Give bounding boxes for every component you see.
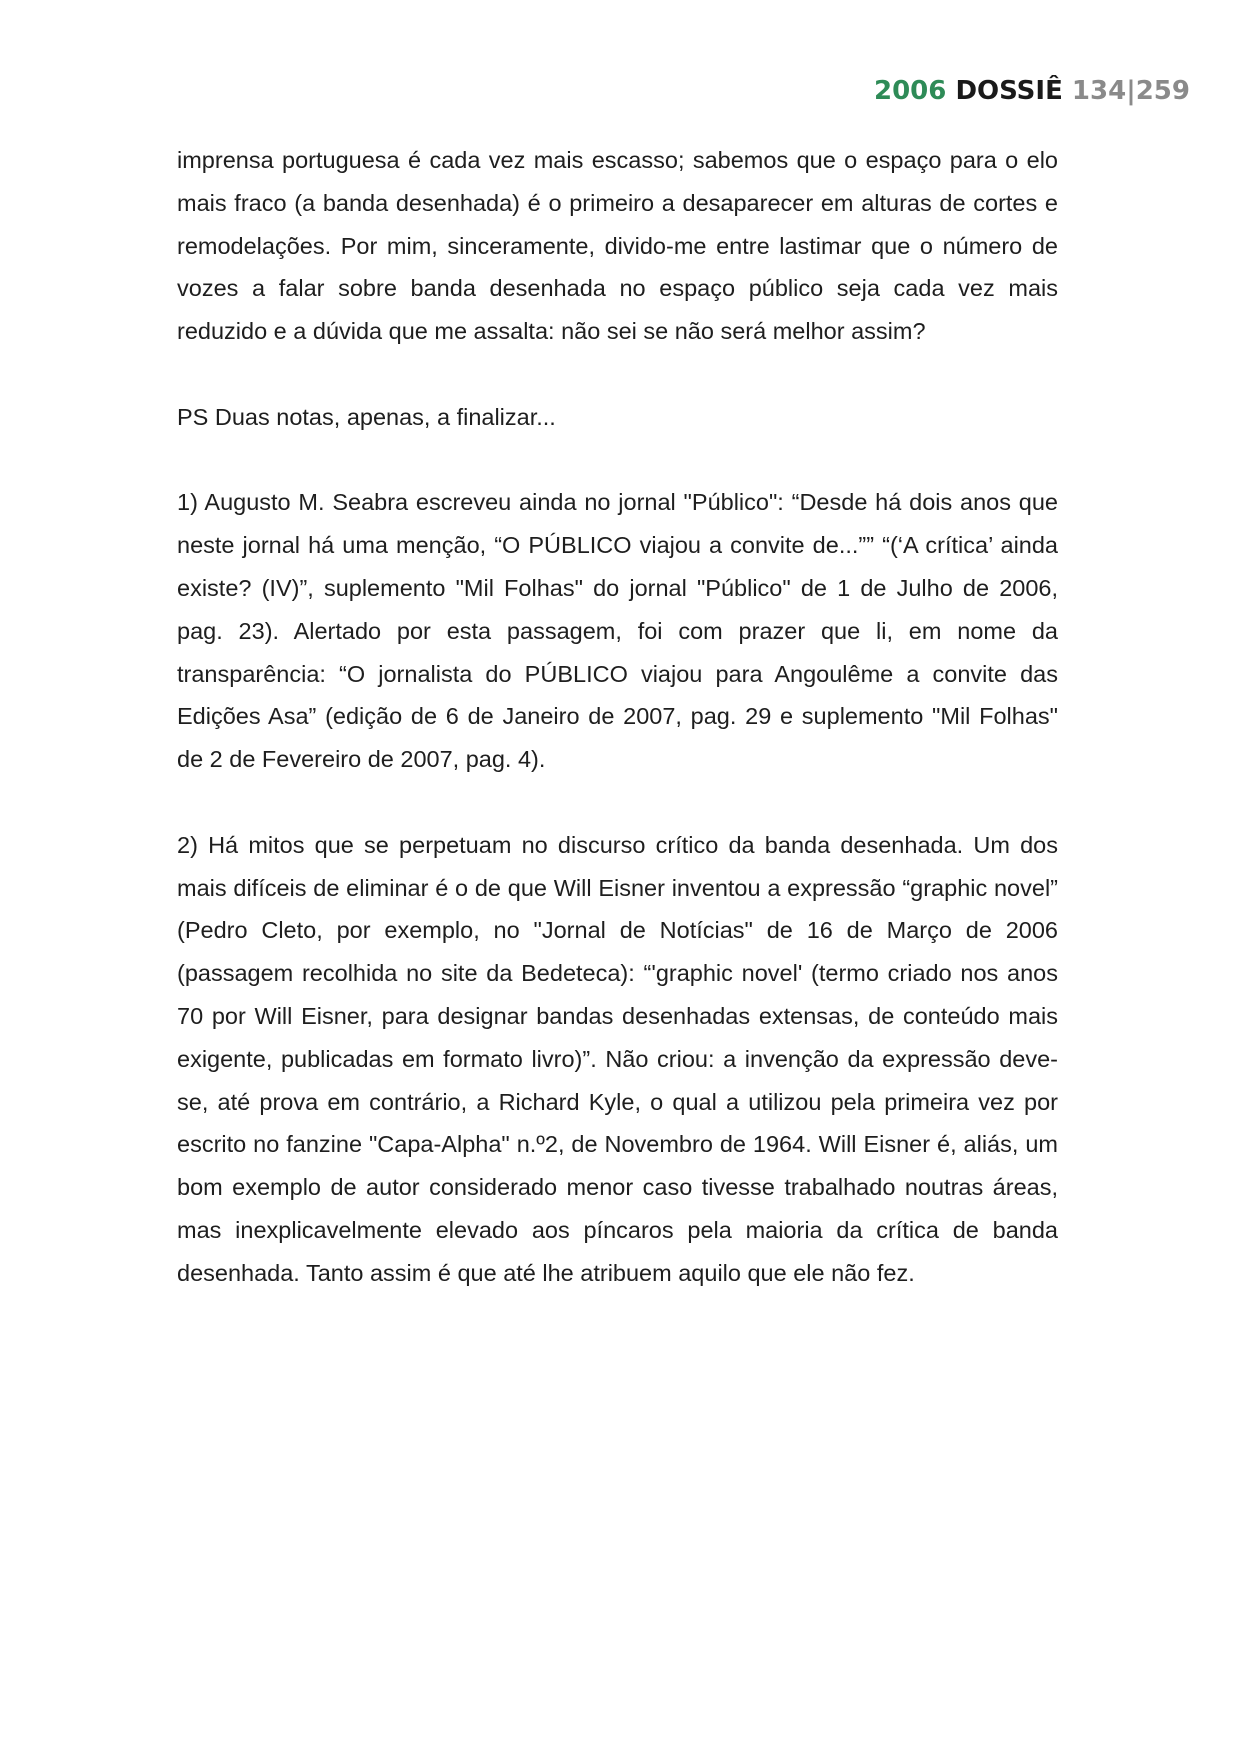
page-number	[1072, 76, 1190, 106]
paragraph-note-1: 1) Augusto M. Seabra escreveu ainda no jornal "Público": “Desde há dois anos que neste jornal há uma menção, “O PÚBLICO viajou a convite de...”” “(‘A crítica’ ainda existe? (IV)”, suplemento "Mil Folhas" do jornal "Público" de 1 de Julho de 2006, pag. 23). Alertado por esta passagem, foi com prazer que li, em nome da transparência: “O jornalista do PÚBLICO viajou para Angoulême a convite das Edições Asa” (edição de 6 de Janeiro de 2007, pag. 29 e suplemento "Mil Folhas" de 2 de Fevereiro de 2007, pag. 4).	[177, 489, 1058, 773]
paragraph-ps: PS Duas notas, apenas, a finalizar...	[177, 403, 556, 430]
paragraph-continuation: imprensa portuguesa é cada vez mais escasso; sabemos que o espaço para o elo mais fraco (a banda desenhada) é o primeiro a desaparecer em alturas de cortes e remodelações. Por mim, sinceramente, divido-me entre lastimar que o número de vozes a falar sobre banda desenhada no espaço público seja cada vez mais reduzido e a dúvida que me assalta: não sei se não será melhor assim?	[177, 147, 1058, 345]
paragraph-note-2: 2) Há mitos que se perpetuam no discurso crítico da banda desenhada. Um dos mais difíceis de eliminar é o de que Will Eisner inventou a expressão “graphic novel” (Pedro Cleto, por exemplo, no "Jornal de Notícias" de 16 de Março de 2006 (passagem recolhida no site da Bedeteca): “'graphic novel' (termo criado nos anos 70 por Will Eisner, para designar bandas desenhadas extensas, de conteúdo mais exigente, publicadas em formato livro)”. Não criou: a invenção da expressão deve-se, até prova em contrário, a Richard Kyle, o qual a utilizou pela primeira vez por escrito no fanzine "Capa-Alpha" n.º2, de Novembro de 1964. Will Eisner é, aliás, um bom exemplo de autor considerado menor caso tivesse trabalhado noutras áreas, mas inexplicavelmente elevado aos píncaros pela maioria da crítica de banda desenhada. Tanto assim é que até lhe atribuem aquilo que ele não fez.	[177, 831, 1058, 1286]
page-total: 259	[1135, 76, 1190, 106]
article-body	[177, 139, 1058, 1337]
page-separator: |	[1126, 76, 1136, 106]
page-current: 134	[1071, 76, 1127, 106]
page-header	[874, 74, 1190, 108]
header-year: 2006	[874, 76, 947, 106]
header-title: DOSSIÊ	[955, 76, 1063, 106]
